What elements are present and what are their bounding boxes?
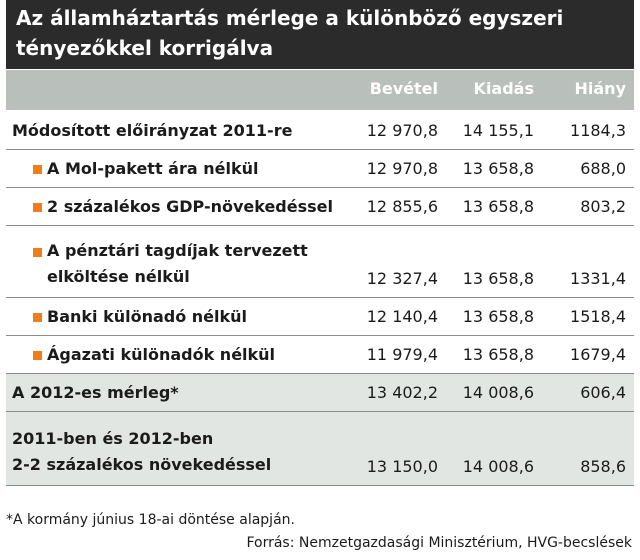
value-kiadas: 13 658,8	[462, 159, 534, 178]
value-bevetel: 11 979,4	[366, 345, 438, 364]
value-kiadas: 13 658,8	[462, 197, 534, 216]
footnote: *A kormány június 18-ai döntése alapján.	[6, 512, 295, 528]
table-row	[6, 150, 634, 188]
table-row	[6, 336, 634, 374]
value-bevetel: 12 855,6	[366, 197, 438, 216]
title-line-1: Az államháztartás mérlege a különböző egyszeri	[16, 6, 564, 30]
column-header-row	[6, 70, 634, 110]
value-kiadas: 13 658,8	[462, 269, 534, 288]
orange-bullet-icon	[33, 248, 42, 257]
value-bevetel: 13 150,0	[366, 457, 438, 476]
row-label: Ágazati különadók nélkül	[47, 345, 276, 364]
column-header-kiadas: Kiadás	[473, 79, 534, 98]
value-kiadas: 14 155,1	[462, 121, 534, 140]
value-bevetel: 12 140,4	[366, 307, 438, 326]
value-hiany: 606,4	[580, 383, 626, 402]
title-bar	[6, 0, 634, 69]
table-row-summary-2012	[6, 374, 634, 412]
orange-bullet-icon	[33, 203, 42, 212]
row-label-line-2: elköltése nélkül	[47, 267, 190, 286]
row-label: 2011-ben és 2012-ben	[12, 429, 214, 448]
value-hiany: 1518,4	[570, 307, 626, 326]
row-label: A pénztári tagdíjak tervezett	[47, 241, 308, 260]
value-bevetel: 12 970,8	[366, 159, 438, 178]
row-label: A Mol-pakett ára nélkül	[47, 159, 259, 178]
value-hiany: 858,6	[580, 457, 626, 476]
value-bevetel: 13 402,2	[366, 383, 438, 402]
row-label: Banki különadó nélkül	[47, 307, 248, 326]
row-label: A 2012-es mérleg*	[12, 383, 179, 402]
value-hiany: 1184,3	[570, 121, 626, 140]
value-kiadas: 14 008,6	[462, 383, 534, 402]
value-kiadas: 13 658,8	[462, 345, 534, 364]
table-row	[6, 112, 634, 150]
row-label: Módosított előirányzat 2011-re	[12, 121, 293, 140]
table-row	[6, 188, 634, 226]
row-label-line-2: 2-2 százalékos növekedéssel	[12, 455, 272, 474]
table-row	[6, 298, 634, 336]
value-hiany: 688,0	[580, 159, 626, 178]
value-kiadas: 14 008,6	[462, 457, 534, 476]
table-row	[6, 226, 634, 298]
value-hiany: 803,2	[580, 197, 626, 216]
title-line-2: tényezőkkel korrigálva	[16, 36, 274, 60]
table-row-growth-scenario	[6, 412, 634, 486]
row-label: 2 százalékos GDP-növekedéssel	[47, 197, 333, 216]
orange-bullet-icon	[33, 313, 42, 322]
value-bevetel: 12 970,8	[366, 121, 438, 140]
column-header-hiany: Hiány	[574, 79, 626, 98]
value-kiadas: 13 658,8	[462, 307, 534, 326]
orange-bullet-icon	[33, 165, 42, 174]
value-hiany: 1331,4	[570, 269, 626, 288]
value-hiany: 1679,4	[570, 345, 626, 364]
column-header-bevetel: Bevétel	[369, 79, 438, 98]
orange-bullet-icon	[33, 351, 42, 360]
source-note: Forrás: Nemzetgazdasági Minisztérium, HVG-becslések	[246, 535, 632, 551]
value-bevetel: 12 327,4	[366, 269, 438, 288]
